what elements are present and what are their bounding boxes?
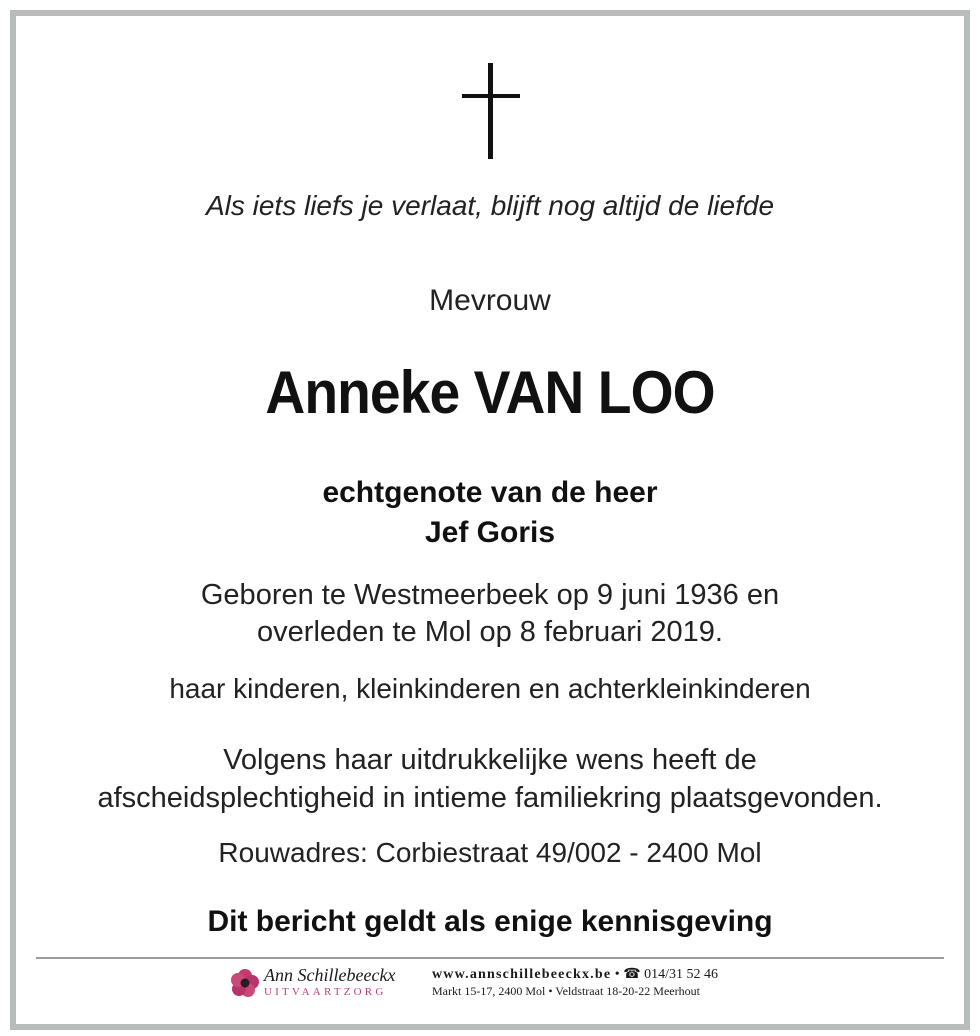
brand-tagline: UITVAARTZORG [264, 986, 387, 998]
cross-icon [462, 63, 520, 159]
contact-line-1 [432, 966, 718, 983]
wish-line-2: afscheidsplechtigheid in intieme familiekring plaatsgevonden. [97, 782, 883, 814]
wish-paragraph [0, 741, 980, 817]
memorial-quote: Als iets liefs je verlaat, blijft nog altijd de liefde [205, 190, 775, 221]
life-dates [0, 577, 980, 651]
poppy-flower-icon [230, 968, 260, 998]
birth-line: Geboren te Westmeerbeek op 9 juni 1936 en [200, 579, 780, 611]
spouse-info [0, 473, 980, 553]
spouse-name: Jef Goris [424, 516, 556, 549]
deceased-name: Anneke VAN LOO [265, 359, 715, 426]
phone-number: 014/31 52 46 [644, 967, 719, 982]
mourning-address: Rouwadres: Corbiestraat 49/002 - 2400 Mol [218, 837, 762, 868]
brand-name: Ann Schillebeeckx [264, 965, 396, 985]
bullet-separator: • [614, 967, 620, 982]
family-line: haar kinderen, kleinkinderen en achterkleinkinderen [169, 673, 811, 704]
footer-divider [36, 957, 944, 959]
funeral-home-footer [228, 964, 788, 1000]
phone-icon: ☎ [623, 967, 641, 982]
death-line: overleden te Mol op 8 februari 2019. [257, 616, 723, 648]
wish-line-1: Volgens haar uitdrukkelijke wens heeft de [223, 744, 757, 776]
closing-notice: Dit bericht geldt als enige kennisgeving [207, 905, 773, 938]
salutation: Mevrouw [429, 284, 551, 317]
contact-addresses: Markt 15-17, 2400 Mol • Veldstraat 18-20-22 Meerhout [432, 984, 700, 998]
website-link[interactable]: www.annschillebeeckx.be [432, 967, 612, 982]
spouse-line-1: echtgenote van de heer [322, 476, 658, 509]
